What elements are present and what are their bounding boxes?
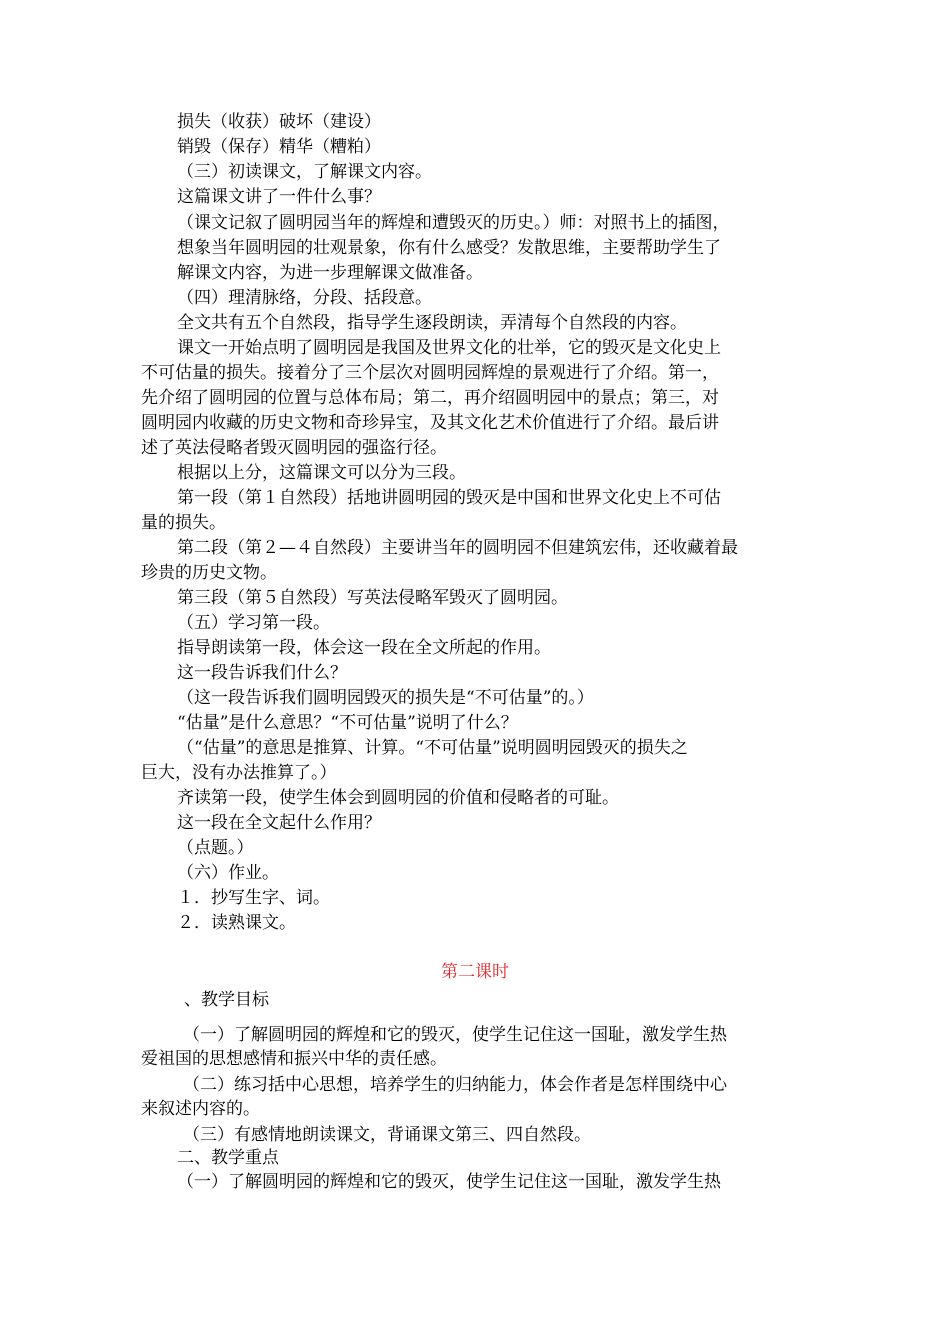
text-line: （课文记叙了圆明园当年的辉煌和遭毁灭的历史。）师：对照书上的插图，: [177, 213, 730, 233]
text-line: 这一段在全文起什么作用？: [177, 813, 381, 833]
text-line: （一）了解圆明园的辉煌和它的毁灭，使学生记住这一国耻，激发学生热: [183, 1025, 727, 1045]
text-line: 这一段告诉我们什么？: [177, 663, 347, 683]
text-line: （“估量”的意思是推算、计算。“不可估量”说明圆明园毁灭的损失之: [177, 738, 688, 758]
text-line: 述了英法侵略者毁灭圆明园的强盗行径。: [141, 438, 447, 458]
text-line: ２．读熟课文。: [177, 913, 296, 933]
text-line: 来叙述内容的。: [141, 1099, 260, 1119]
text-line: 课文一开始点明了圆明园是我国及世界文化的壮举，它的毁灭是文化史上: [177, 338, 721, 358]
text-line: 二、教学重点: [177, 1148, 279, 1168]
text-line: （一）了解圆明园的辉煌和它的毁灭，使学生记住这一国耻，激发学生热: [177, 1172, 721, 1192]
text-line: （六）作业。: [177, 863, 279, 883]
text-line: 全文共有五个自然段，指导学生逐段朗读，弄清每个自然段的内容。: [177, 313, 687, 333]
text-line: 第二段（第２—４自然段）主要讲当年的圆明园不但建筑宏伟，还收藏着最: [177, 538, 738, 558]
text-line: 圆明园内收藏的历史文物和奇珍异宝，及其文化艺术价值进行了介绍。最后讲: [141, 413, 719, 433]
text-line: （三）初读课文，了解课文内容。: [177, 162, 432, 182]
text-line: 第三段（第５自然段）写英法侵略军毁灭了圆明园。: [177, 588, 568, 608]
text-line: 巨大，没有办法推算了。）: [141, 763, 337, 783]
text-line: 第一段（第１自然段）括地讲圆明园的毁灭是中国和世界文化史上不可估: [177, 488, 721, 508]
text-line: 、教学目标: [184, 990, 269, 1010]
text-line: （三）有感情地朗读课文，背诵课文第三、四自然段。: [183, 1125, 591, 1145]
text-line: （五）学习第一段。: [177, 613, 330, 633]
text-line: 解课文内容，为进一步理解课文做准备。: [177, 263, 483, 283]
text-line: 损失（收获）破坏（建设）: [177, 112, 381, 132]
text-line: 根据以上分，这篇课文可以分为三段。: [177, 463, 466, 483]
text-line: 量的损失。: [141, 513, 226, 533]
text-line: 指导朗读第一段，体会这一段在全文所起的作用。: [177, 638, 551, 658]
text-line: 珍贵的历史文物。: [141, 563, 277, 583]
text-line: （二）练习括中心思想，培养学生的归纳能力，体会作者是怎样围绕中心: [183, 1075, 727, 1095]
text-line: “估量”是什么意思？“不可估量”说明了什么？: [177, 713, 518, 733]
text-line: 先介绍了圆明园的位置与总体布局；第二，再介绍圆明园中的景点；第三，对: [141, 388, 719, 408]
text-line: （这一段告诉我们圆明园毁灭的损失是“不可估量”的。）: [177, 688, 594, 708]
text-line: １．抄写生字、词。: [177, 888, 330, 908]
text-line: 这篇课文讲了一件什么事？: [177, 187, 381, 207]
text-line: 齐读第一段，使学生体会到圆明园的价值和侵略者的可耻。: [177, 788, 619, 808]
text-line: 想象当年圆明园的壮观景象，你有什么感受？发散思维，主要帮助学生了: [177, 238, 721, 258]
text-line: 爱祖国的思想感情和振兴中华的责任感。: [141, 1049, 447, 1069]
text-line: 不可估量的损失。接着分了三个层次对圆明园辉煌的景观进行了介绍。第一，: [141, 363, 719, 383]
section-heading: 第二课时: [441, 962, 509, 982]
text-line: （四）理清脉络，分段、括段意。: [177, 288, 432, 308]
text-line: 销毁（保存）精华（糟粕）: [177, 137, 381, 157]
text-line: （点题。）: [177, 838, 254, 858]
